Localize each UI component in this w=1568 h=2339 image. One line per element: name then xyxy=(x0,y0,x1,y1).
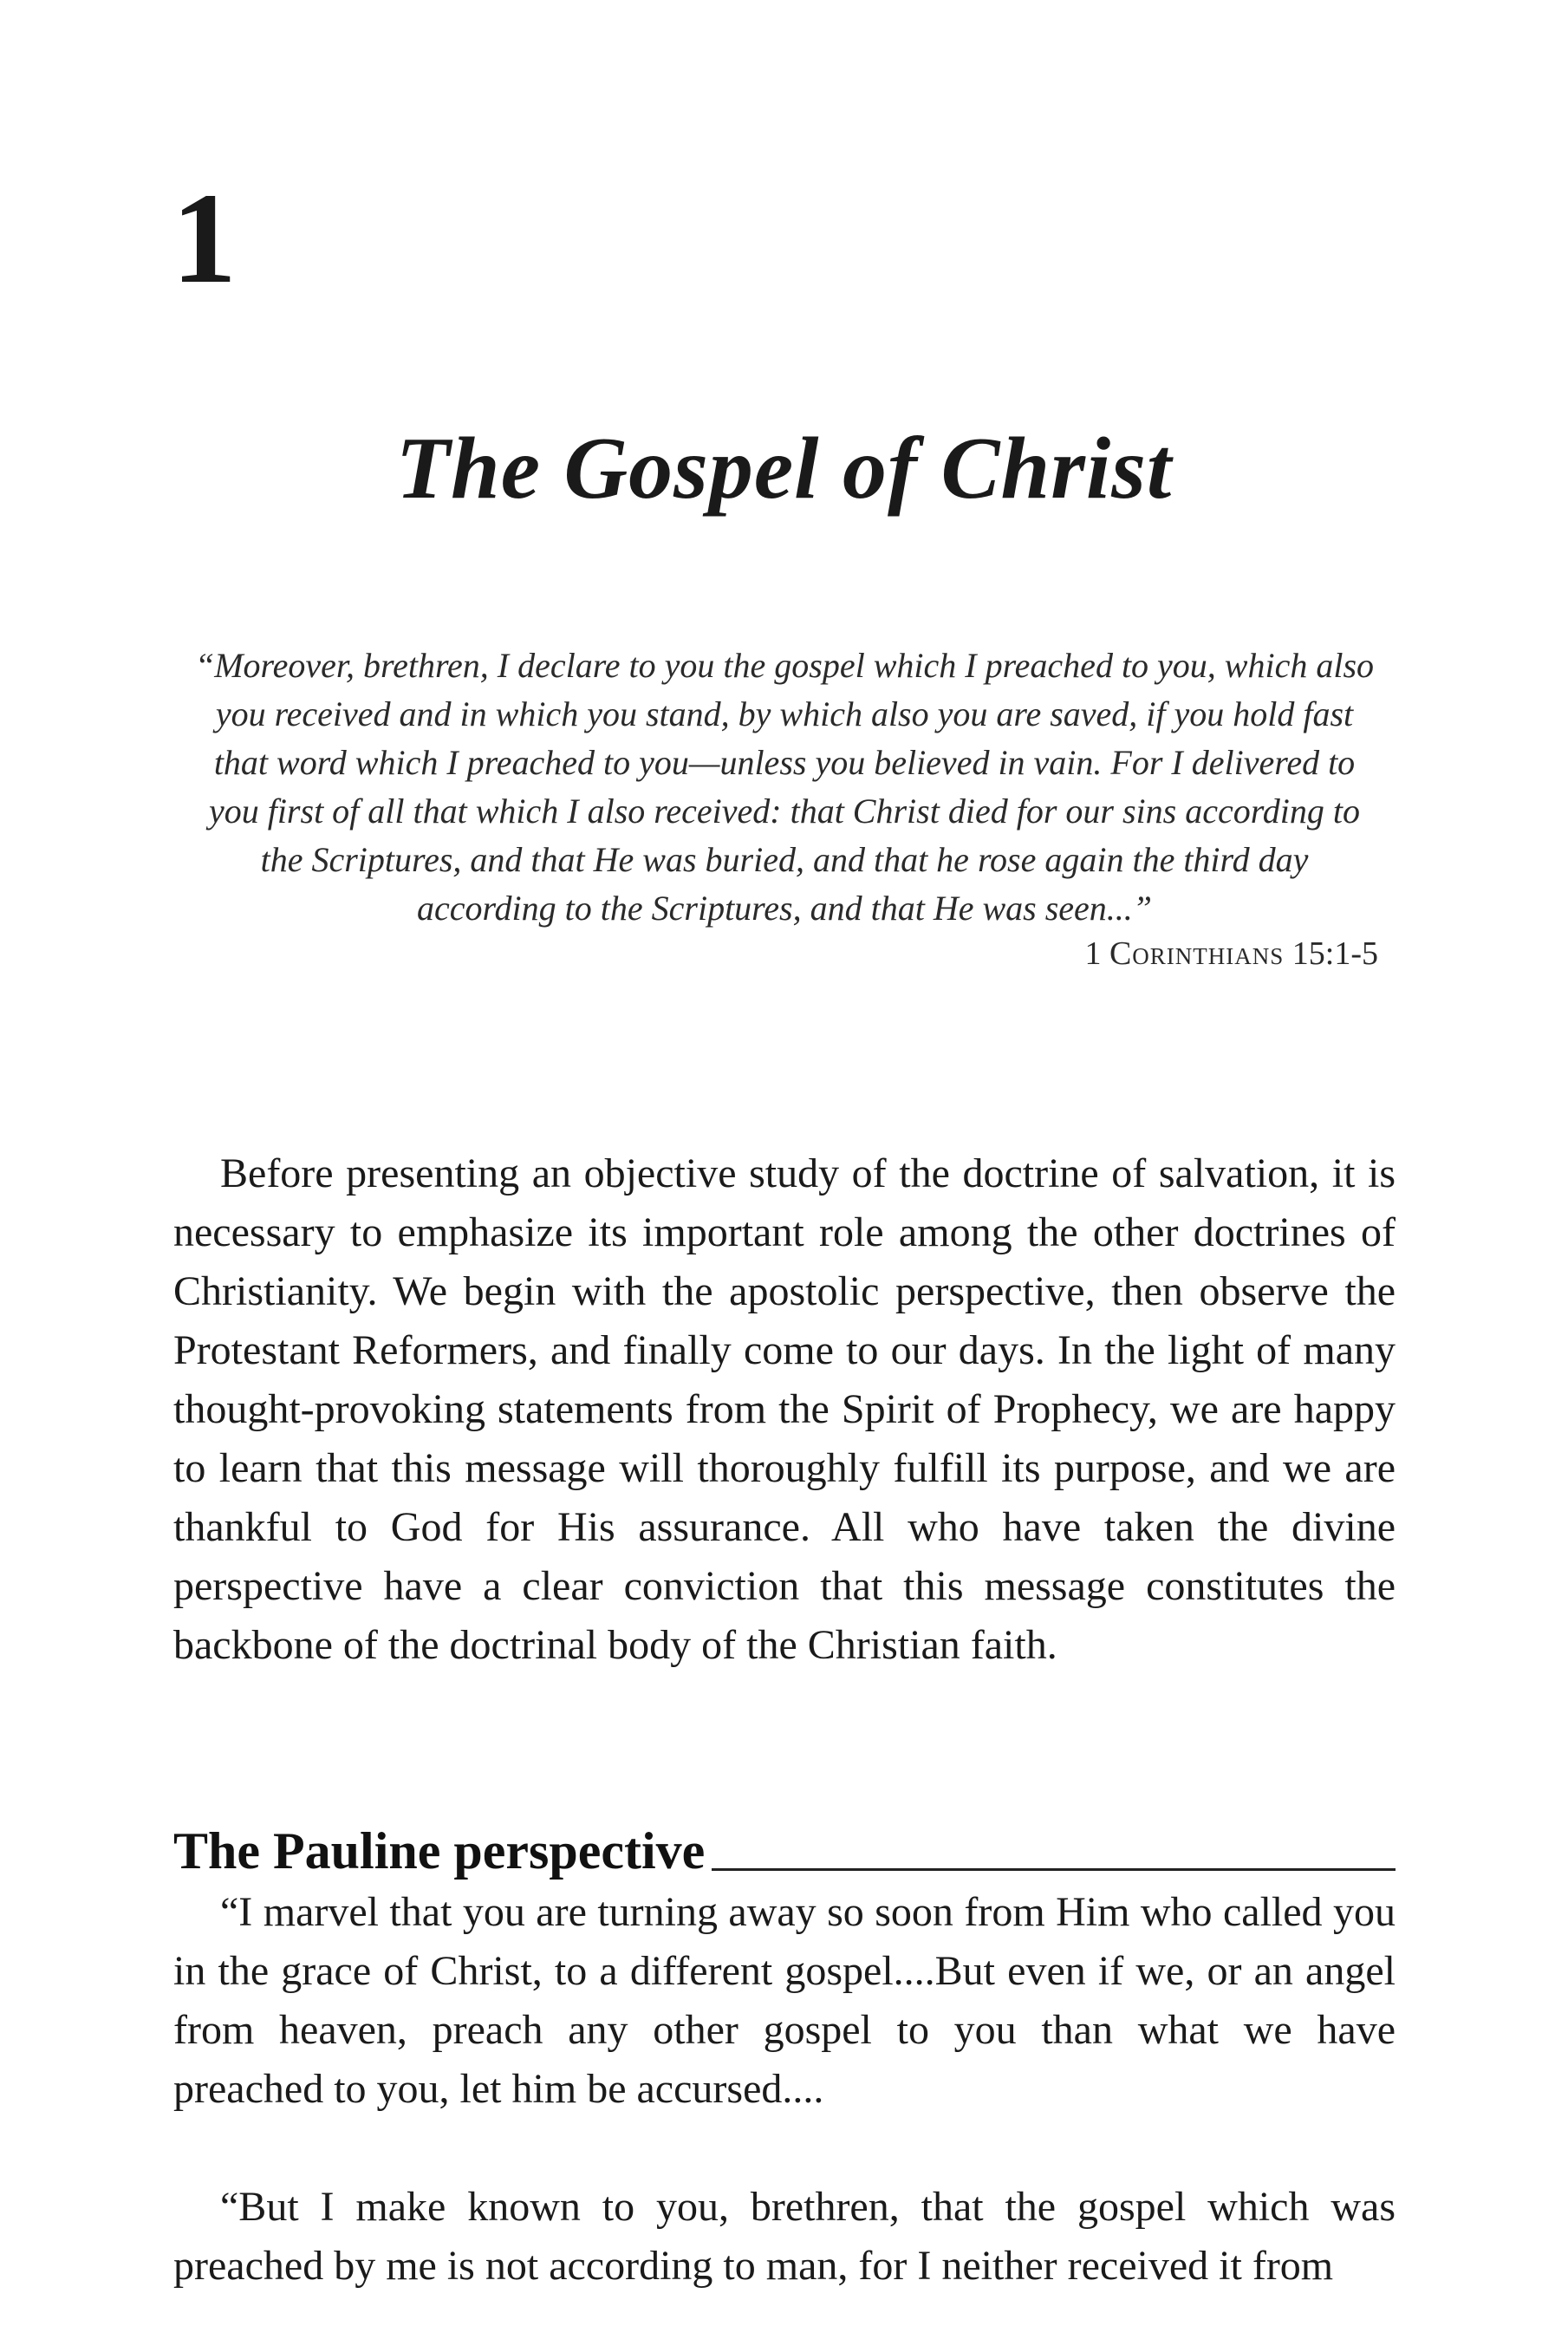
citation-prefix: 1 xyxy=(1084,935,1109,972)
citation-book: Corinthians xyxy=(1109,935,1285,972)
section-paragraph: “But I make known to you, brethren, that the gospel which was preached by me is not according to man, for I neither received it from xyxy=(173,2184,1396,2289)
citation-reference: 15:1-5 xyxy=(1284,935,1378,972)
epigraph-citation xyxy=(191,935,1378,973)
intro-paragraph: Before presenting an objective study of the doctrine of salvation, it is necessary to emphasize its important role among the other doctrines of Christianity. We begin with the apostolic perspective, then observe the Protestant Reformers, and finally come to our days. In the light of many thought-provoking statements from the Spirit of Prophecy, we are happy to learn that this message will thoroughly fulfill its purpose, and we are thankful to God for His assurance. All who have taken the divine perspective have a clear conviction that this message constitutes the backbone of the doctrinal body of the Christian faith. xyxy=(173,1150,1396,1668)
chapter-title: The Gospel of Christ xyxy=(395,420,1173,518)
section-heading-rule xyxy=(712,1868,1396,1871)
section-paragraph: “I marvel that you are turning away so soon from Him who called you in the grace of Christ, to a different gospel....But even if we, or an angel from heaven, preach any other gospel to you than what we have preached to you, let him be accursed.... xyxy=(173,1889,1396,2112)
epigraph-text: “Moreover, brethren, I declare to you the gospel which I preached to you, which also you received and in which you stand, by which also you are saved, if you hold fast that word which I preached to you—unless you believed in vain. For I delivered to you first of all that which I also received: that Christ died for our sins according to the Scriptures, and that He was buried, and that he rose again the third day according to the Scriptures, and that He was seen...” xyxy=(194,646,1375,928)
chapter-number: 1 xyxy=(172,166,237,310)
section-heading xyxy=(173,1819,1396,1880)
section-heading-text: The Pauline perspective xyxy=(173,1822,706,1880)
epigraph xyxy=(191,642,1378,973)
